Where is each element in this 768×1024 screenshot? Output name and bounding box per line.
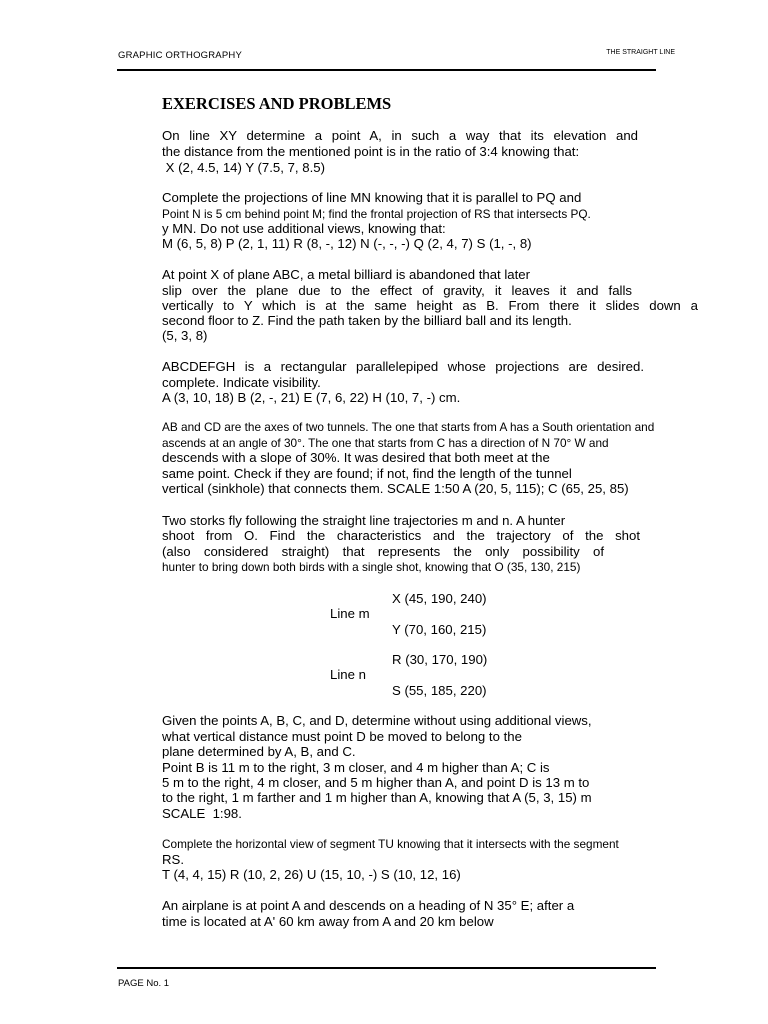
text-line: A (3, 10, 18) B (2, -, 21) E (7, 6, 22) H (10, 7, -) cm. — [162, 390, 461, 405]
text-line: time is located at A' 60 km away from A and 20 km below — [162, 914, 494, 929]
text-line: Point B is 11 m to the right, 3 m closer, and 4 m higher than A; C is — [162, 760, 550, 775]
line-m-label: Line m — [330, 606, 370, 621]
text-line: what vertical distance must point D be moved to belong to the — [162, 729, 522, 744]
text-line: descends with a slope of 30%. It was desired that both meet at the — [162, 450, 550, 465]
text-line: (5, 3, 8) — [162, 328, 208, 343]
text-line: SCALE 1:98. — [162, 806, 242, 821]
text-line: Two storks fly following the straight line trajectories m and n. A hunter — [162, 513, 566, 528]
page-number: PAGE No. 1 — [118, 978, 170, 989]
text-line: y MN. Do not use additional views, knowing that: — [162, 221, 446, 236]
text-line: same point. Check if they are found; if not, find the length of the tunnel — [162, 466, 572, 481]
text-line: complete. Indicate visibility. — [162, 375, 321, 390]
text-line: T (4, 4, 15) R (10, 2, 26) U (15, 10, -) S (10, 12, 16) — [162, 867, 461, 882]
text-line: the distance from the mentioned point is in the ratio of 3:4 knowing that: — [162, 144, 580, 159]
point-r: R (30, 170, 190) — [392, 652, 488, 667]
page-title: EXERCISES AND PROBLEMS — [162, 94, 392, 113]
text-line: Complete the projections of line MN knowing that it is parallel to PQ and — [162, 190, 582, 205]
footer-rule — [117, 967, 656, 969]
text-line: RS. — [162, 852, 184, 867]
text-line: vertically to Y which is at the same height as B. From there it slides down a — [162, 298, 698, 313]
text-line: vertical (sinkhole) that connects them. SCALE 1:50 A (20, 5, 115); C (65, 25, 85) — [162, 481, 629, 496]
point-y: Y (70, 160, 215) — [392, 622, 487, 637]
point-s: S (55, 185, 220) — [392, 683, 487, 698]
text-line: ascends at an angle of 30°. The one that starts from C has a direction of N 70° W and — [162, 436, 609, 450]
text-line: ABCDEFGH is a rectangular parallelepiped whose projections are desired. — [162, 359, 644, 374]
text-line: plane determined by A, B, and C. — [162, 744, 356, 759]
text-line: On line XY determine a point A, in such a way that its elevation and — [162, 128, 638, 143]
text-line: Given the points A, B, C, and D, determine without using additional views, — [162, 713, 592, 728]
text-line: AB and CD are the axes of two tunnels. The one that starts from A has a South orientation and — [162, 420, 655, 434]
line-n-label: Line n — [330, 667, 366, 682]
header-section: THE STRAIGHT LINE — [606, 49, 675, 56]
text-line: X (2, 4.5, 14) Y (7.5, 7, 8.5) — [162, 160, 325, 175]
text-line: An airplane is at point A and descends on a heading of N 35° E; after a — [162, 898, 575, 913]
text-line: M (6, 5, 8) P (2, 1, 11) R (8, -, 12) N (-, -, -) Q (2, 4, 7) S (1, -, 8) — [162, 236, 532, 251]
text-line: slip over the plane due to the effect of gravity, it leaves it and falls — [162, 283, 632, 298]
text-line: shoot from O. Find the characteristics and the trajectory of the shot — [162, 528, 640, 543]
text-line: hunter to bring down both birds with a single shot, knowing that O (35, 130, 215) — [162, 560, 581, 574]
text-line: Point N is 5 cm behind point M; find the frontal projection of RS that intersects PQ. — [162, 207, 591, 221]
text-line: to the right, 1 m farther and 1 m higher than A, knowing that A (5, 3, 15) m — [162, 790, 592, 805]
header-rule — [117, 69, 656, 71]
text-line: second floor to Z. Find the path taken by the billiard ball and its length. — [162, 313, 572, 328]
text-line: Complete the horizontal view of segment TU knowing that it intersects with the segment — [162, 837, 619, 851]
text-line: (also considered straight) that represents the only possibility of — [162, 544, 604, 559]
header-title: GRAPHIC ORTHOGRAPHY — [118, 50, 242, 61]
text-line: 5 m to the right, 4 m closer, and 5 m higher than A, and point D is 13 m to — [162, 775, 590, 790]
text-line: At point X of plane ABC, a metal billiard is abandoned that later — [162, 267, 531, 282]
point-x: X (45, 190, 240) — [392, 591, 487, 606]
